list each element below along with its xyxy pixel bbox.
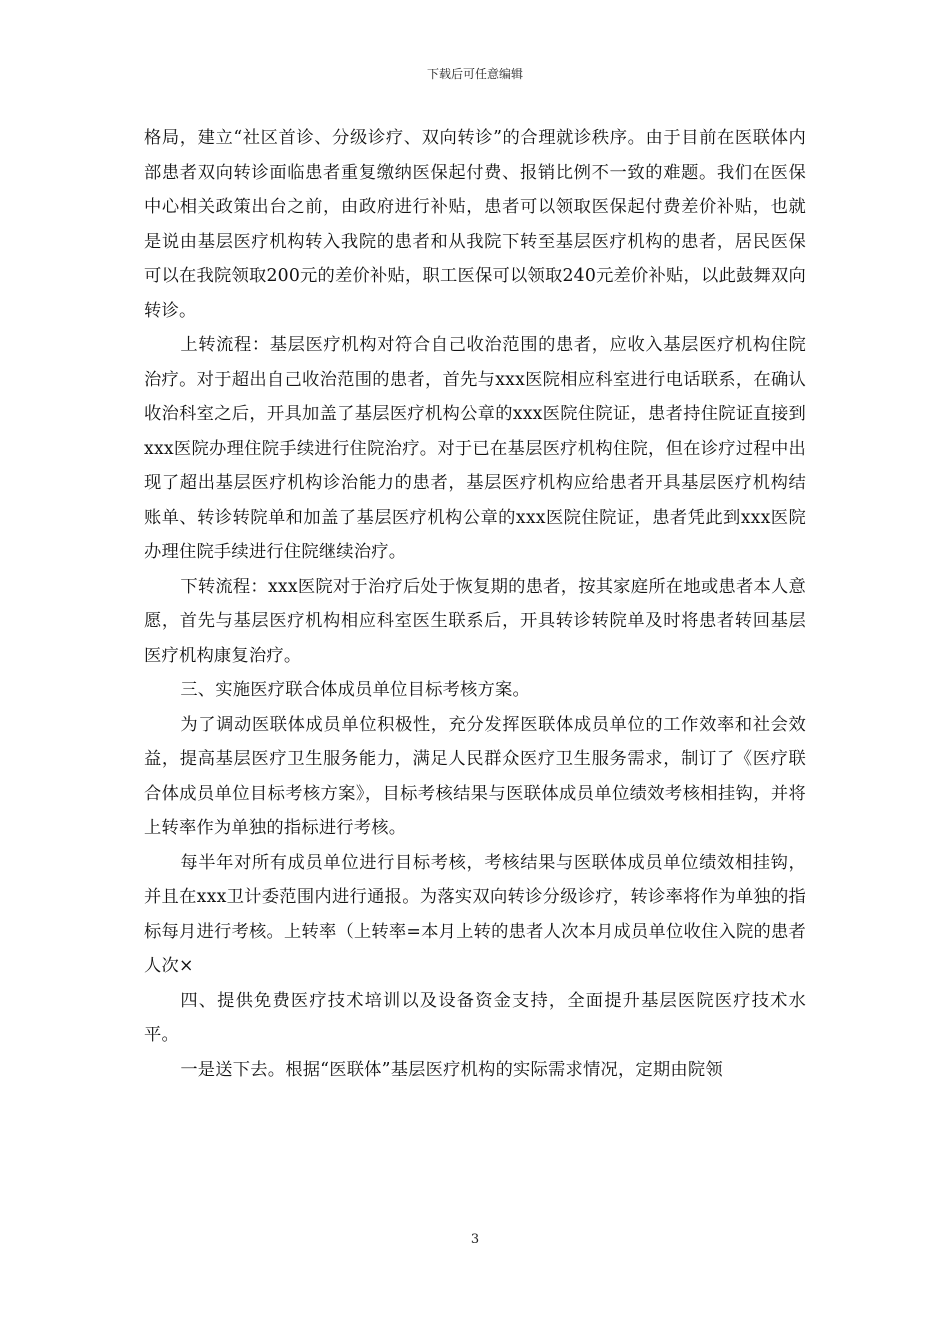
document-body: [144, 121, 806, 1087]
paragraph-4: 三、实施医疗联合体成员单位目标考核方案。: [180, 680, 530, 700]
paragraph-5: 为了调动医联体成员单位积极性，充分发挥医联体成员单位的工作效率和社会效益，提高基层医疗卫生服务能力，满足人民群众医疗卫生服务需求，制订了《医疗联合体成员单位目标考核方案》，目标考核结果与医联体成员单位绩效考核相挂钩，并将上转率作为单独的指标进行考核。: [144, 714, 806, 838]
paragraph-2: 上转流程：基层医疗机构对符合自己收治范围的患者，应收入基层医疗机构住院治疗。对于超出自己收治范围的患者，首先与xxx医院相应科室进行电话联系，在确认收治科室之后，开具加盖了基层医疗机构公章的xxx医院住院证，患者持住院证直接到xxx医院办理住院手续进行住院治疗。对于已在基层医疗机构住院，但在诊疗过程中出现了超出基层医疗机构诊治能力的患者，基层医疗机构应给患者开具基层医疗机构结账单、转诊转院单和加盖了基层医疗机构公章的xxx医院住院证，患者凭此到xxx医院办理住院手续进行住院继续治疗。: [144, 335, 806, 562]
paragraph-3: 下转流程：xxx医院对于治疗后处于恢复期的患者，按其家庭所在地或患者本人意愿，首先与基层医疗机构相应科室医生联系后，开具转诊转院单及时将患者转回基层医疗机构康复治疗。: [144, 576, 806, 666]
paragraph-7: 四、提供免费医疗技术培训以及设备资金支持，全面提升基层医院医疗技术水平。: [144, 990, 806, 1045]
page-header: 下载后可任意编辑: [426, 67, 523, 81]
paragraph-8: 一是送下去。根据“医联体”基层医疗机构的实际需求情况，定期由院领: [180, 1059, 723, 1080]
paragraph-6: 每半年对所有成员单位进行目标考核，考核结果与医联体成员单位绩效相挂钩，并且在xxx卫计委范围内进行通报。为落实双向转诊分级诊疗，转诊率将作为单独的指标每月进行考核。上转率（上转率=本月上转的患者人次本月成员单位收住入院的患者人次×: [144, 852, 806, 976]
page-number: 3: [470, 1232, 480, 1247]
paragraph-1: 格局，建立“社区首诊、分级诊疗、双向转诊”的合理就诊秩序。由于目前在医联体内部患者双向转诊面临患者重复缴纳医保起付费、报销比例不一致的难题。我们在医保中心相关政策出台之前，由政府进行补贴，患者可以领取医保起付费差价补贴，也就是说由基层医疗机构转入我院的患者和从我院下转至基层医疗机构的患者，居民医保可以在我院领取200元的差价补贴，职工医保可以领取240元差价补贴，以此鼓舞双向转诊。: [144, 128, 806, 321]
